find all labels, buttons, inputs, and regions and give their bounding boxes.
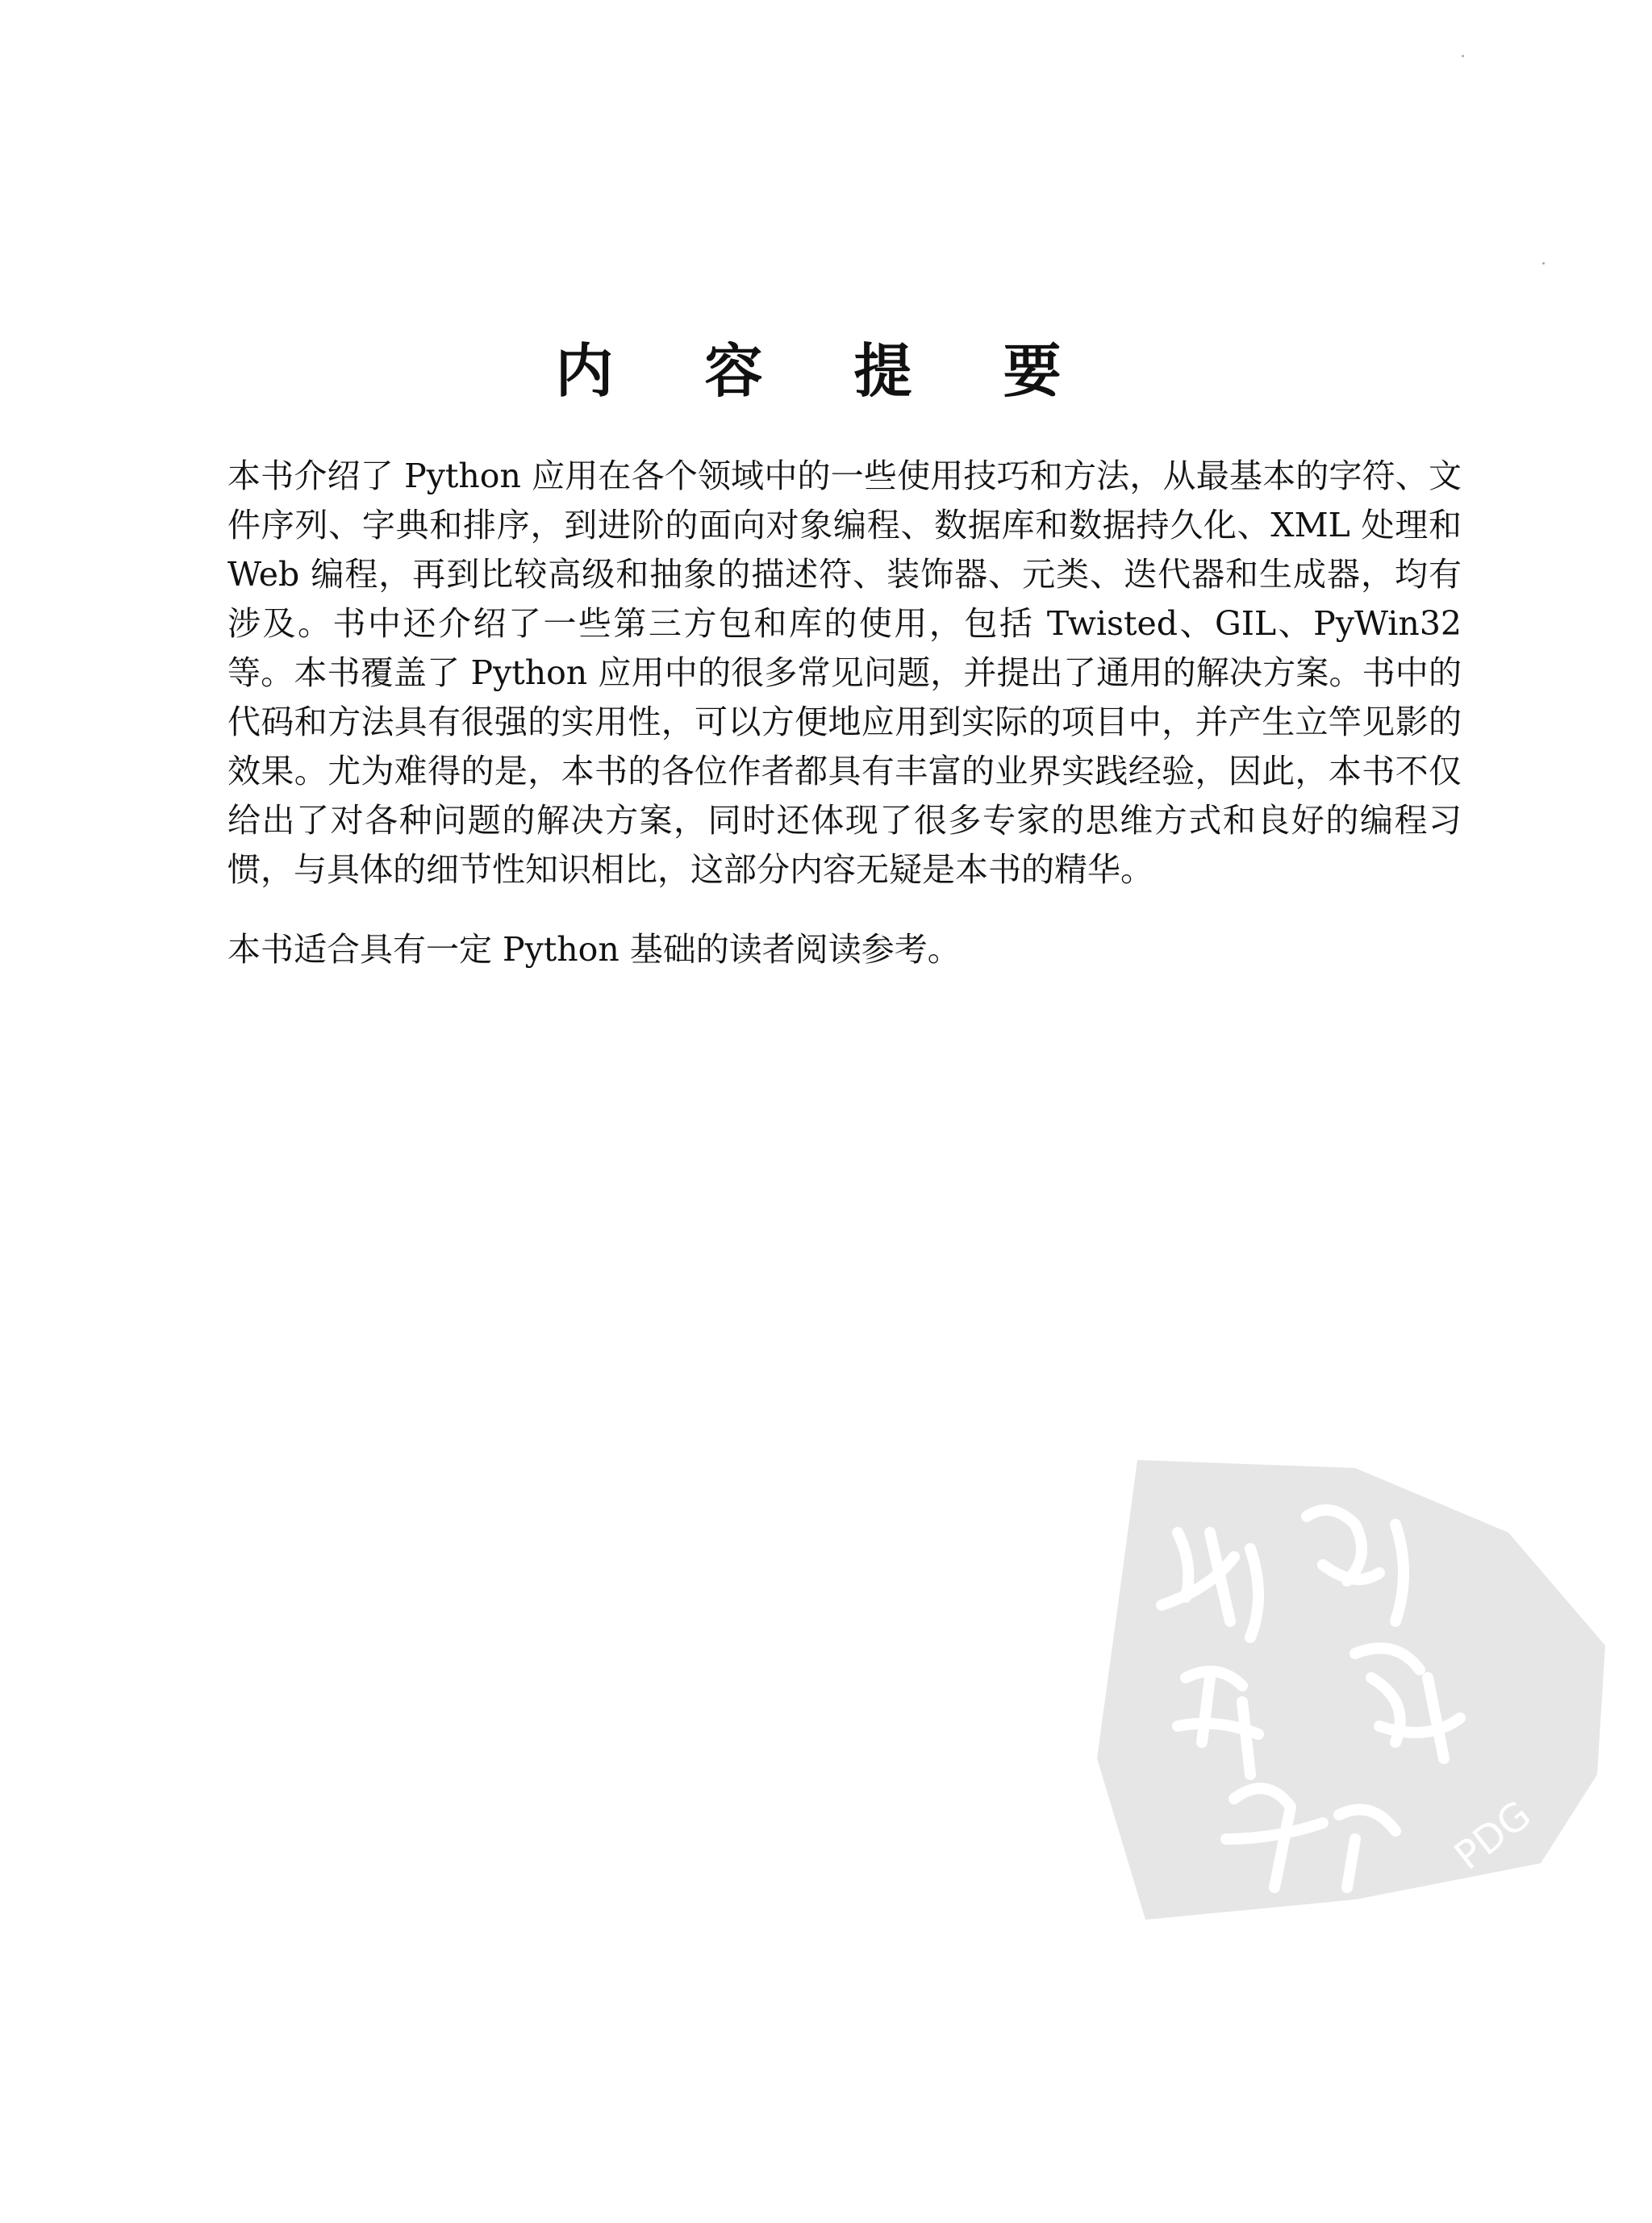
- scan-speck: [1462, 55, 1464, 57]
- page-title: 内 容 提 要: [555, 337, 1097, 405]
- scan-speck: [1542, 262, 1545, 265]
- abstract-paragraph-audience: 本书适合具有一定 Python 基础的读者阅读参考。: [227, 930, 961, 969]
- pdg-seal-watermark: [1089, 1436, 1652, 1952]
- abstract-paragraph-main: 本书介绍了 Python 应用在各个领域中的一些使用技巧和方法，从最基本的字符、文件序列、字典和排序，到进阶的面向对象编程、数据库和数据持久化、XML 处理和 Web 编程，再到比较高级和抽象的描述符、装饰器、元类、迭代器和生成器，均有涉及。书中还介绍了一些第三方包和库的使用，包括 Twisted、GIL、PyWin32 等。本书覆盖了 Python 应用中的很多常见问题，并提出了通用的解决方案。书中的代码和方法具有很强的实用性，可以方便地应用到实际的项目中，并产生立竿见影的效果。尤为难得的是，本书的各位作者都具有丰富的业界实践经验，因此，本书不仅给出了对各种问题的解决方案，同时还体现了很多专家的思维方式和良好的编程习惯，与具体的细节性知识相比，这部分内容无疑是本书的精华。: [227, 457, 1462, 889]
- abstract-body: [227, 452, 1462, 974]
- watermark-text: PDG: [1446, 1791, 1540, 1879]
